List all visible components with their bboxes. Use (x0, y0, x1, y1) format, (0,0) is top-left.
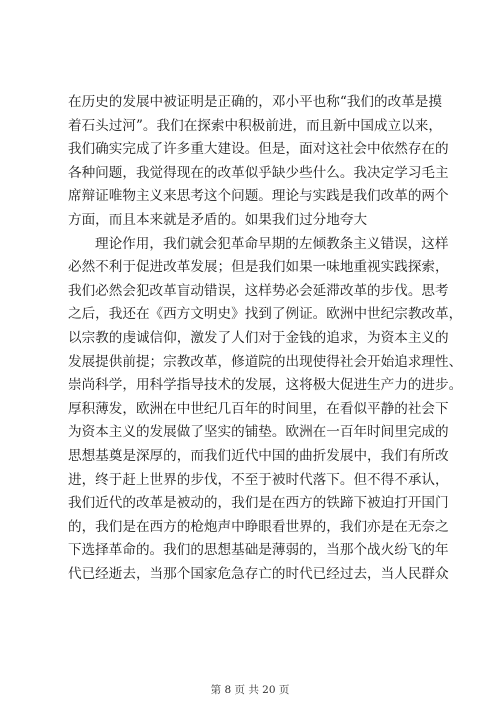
text-line: 代已经逝去，当那个国家危急存亡的时代已经过去，当人民群众 (68, 565, 449, 582)
text-line: 方面，而且本来就是矛盾的。如果我们过分地夸大 (68, 211, 368, 228)
text-line: 必然不利于促进改革发展；但是我们如果一味地重视实践探索， (68, 259, 449, 276)
text-line: 我们必然会犯改革盲动错误，这样势必会延滞改革的步伐。思考 (68, 282, 449, 299)
text-line: 我们近代的改革是被动的，我们是在西方的铁蹄下被迫打开国门 (68, 495, 449, 512)
page-footer (0, 682, 500, 697)
text-line: 着石头过河”。我们在探索中积极前进，而且新中国成立以来， (68, 117, 442, 134)
text-line: 的，我们是在西方的枪炮声中睁眼看世界的，我们亦是在无奈之 (68, 518, 449, 535)
text-line: 各种问题，我觉得现在的改革似乎缺少些什么。我决定学习毛主 (68, 164, 449, 181)
text-line: 为资本主义的发展做了坚实的铺垫。欧洲在一百年时间里完成的 (68, 424, 449, 441)
text-line: 理论作用，我们就会犯革命早期的左倾教条主义错误，这样 (95, 235, 449, 252)
text-line: 下选择革命的。我们的思想基础是薄弱的，当那个战火纷飞的年 (68, 542, 449, 559)
text-line: 进，终于赶上世界的步伐，不至于被时代落下。但不得不承认， (68, 471, 449, 488)
text-line: 崇尚科学，用科学指导技术的发展，这将极大促进生产力的进步。 (68, 377, 463, 394)
text-line: 思想基奠是深厚的，而我们近代中国的曲折发展中，我们有所改 (68, 447, 449, 464)
text-line: 厚积薄发，欧洲在中世纪几百年的时间里，在看似平静的社会下 (68, 400, 449, 417)
text-line: 在历史的发展中被证明是正确的，邓小平也称“我们的改革是摸 (68, 94, 442, 110)
text-line: 以宗教的虔诚信仰，激发了人们对于金钱的追求，为资本主义的 (68, 329, 449, 346)
text-line: 席辩证唯物主义来思考这个问题。理论与实践是我们改革的两个 (68, 188, 449, 205)
page-number-label: 第 8 页 共 20 页 (210, 684, 290, 696)
text-line: 发展提供前提；宗教改革，修道院的出现使得社会开始追求理性、 (68, 353, 463, 370)
text-line: 之后，我还在《西方文明史》找到了例证。欧洲中世纪宗教改革， (68, 306, 463, 323)
text-line: 我们确实完成了许多重大建设。但是，面对这社会中依然存在的 (68, 141, 449, 158)
body-text (68, 91, 463, 586)
